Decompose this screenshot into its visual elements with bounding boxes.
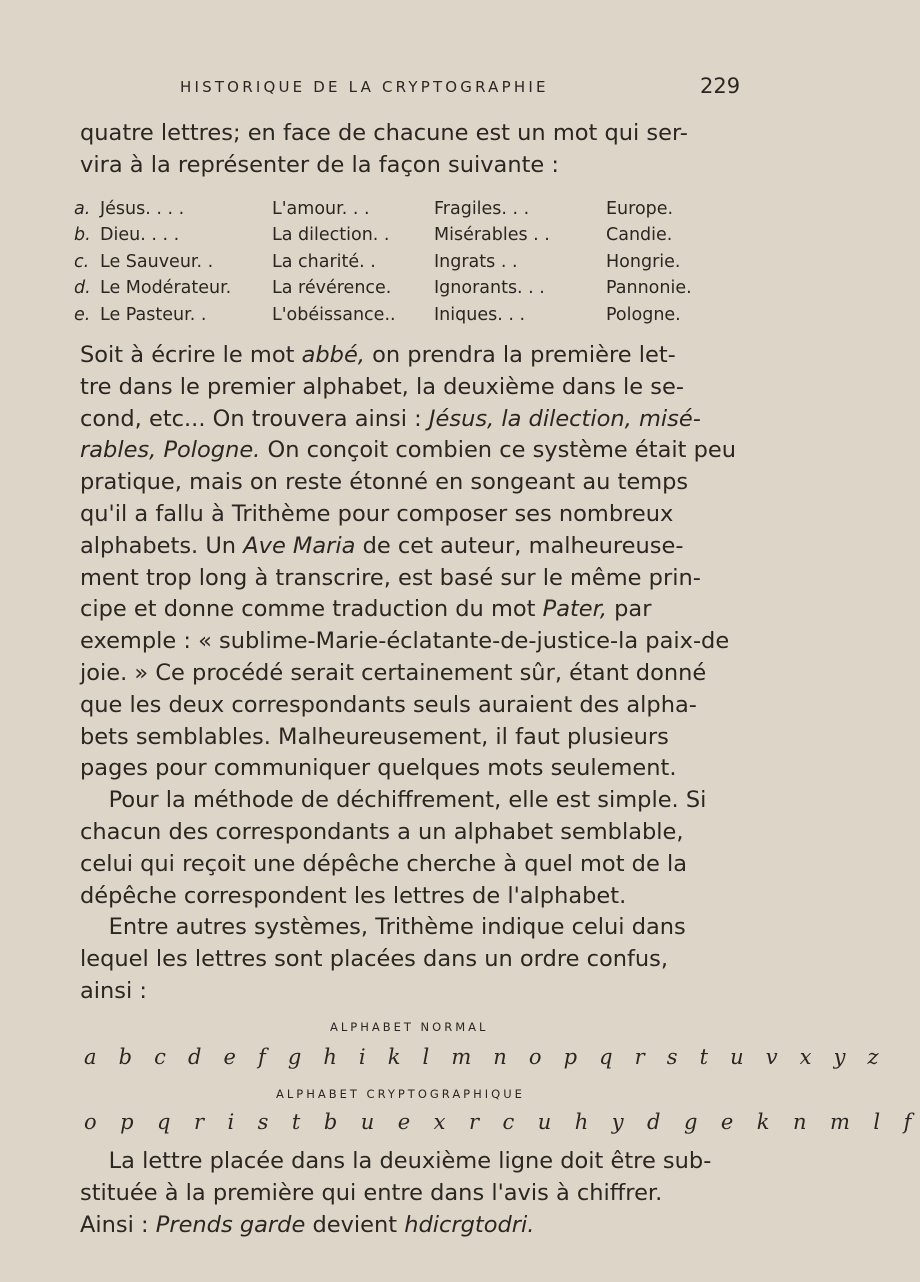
table-cell: Ignorants. . . [434,278,545,299]
text-line: pratique, mais on reste étonné en songeant au temps [80,469,689,496]
normal-alphabet: a b c d e f g h i k l m n o p q r s t u v x y z [84,1045,887,1069]
text-line: joie. » Ce procédé serait certainement sûr, étant donné [80,659,707,686]
table-cell: La révérence. [272,278,392,299]
crypto-alphabet: o p q r i s t b u e x r c u h y d g e k n m l f [84,1110,920,1134]
row-letter: b. [74,225,91,246]
table-cell: Le Pasteur. . [100,304,207,325]
table-cell: Le Sauveur. . [100,251,214,272]
table-cell: L'amour. . . [272,199,370,219]
text-line: qu'il a fallu à Trithème pour composer ses nombreux [80,500,674,527]
text-line: Pour la méthode de déchiffrement, elle est simple. Si [80,787,707,814]
crypto-alphabet-label: ALPHABET CRYPTOGRAPHIQUE [276,1087,525,1101]
row-letter: c. [74,251,90,272]
row-letter: a. [74,199,91,219]
text-line: pages pour communiquer quelques mots seulement. [80,755,677,782]
table-cell: Fragiles. . . [434,199,530,219]
table-cell: Le Modérateur. [100,278,232,299]
paragraph-final [80,1146,760,1241]
table-cell: Misérables . . [434,225,550,246]
running-title: HISTORIQUE DE LA CRYPTOGRAPHIE [180,78,549,96]
table-cell: Dieu. . . . [100,225,180,246]
row-letter: d. [74,278,91,299]
table-cell: Candie. [606,225,673,246]
paragraph-intro [80,118,760,182]
table-cell: Ingrats . . [434,251,518,272]
text-line: que les deux correspondants seuls auraient des alpha- [80,691,697,718]
text-line: ainsi : [80,977,148,1004]
text-line: La lettre placée dans la deuxième ligne doit être sub- [80,1148,712,1174]
table-row [74,196,724,222]
text-line: bets semblables. Malheureusement, il faut plusieurs [80,723,669,750]
text-line: tre dans le premier alphabet, la deuxième dans le se- [80,373,684,400]
text-line: cond, etc... On trouvera ainsi : Jésus, la dilection, misé- [80,405,701,432]
table-cell: La charité. . [272,251,376,272]
text-line: ment trop long à transcrire, est basé sur le même prin- [80,564,701,591]
text-line: lequel les lettres sont placées dans un ordre confus, [80,946,669,973]
page-number: 229 [700,74,741,98]
table-cell: Europe. [606,199,674,219]
table-row [74,302,724,328]
text-line: Soit à écrire le mot abbé, on prendra la première let- [80,342,676,368]
text-line: celui qui reçoit une dépêche cherche à quel mot de la [80,850,687,877]
emphasis: rables, Pologne. [80,437,261,464]
table-row [74,249,724,275]
text-line: vira à la représenter de la façon suivante : [80,151,559,178]
table-cell: L'obéissance.. [272,304,396,325]
emphasis: abbé, [301,342,365,368]
table-cell: Iniques. . . [434,304,526,325]
text-line: quatre lettres; en face de chacune est un mot qui ser- [80,120,688,146]
normal-alphabet-label: ALPHABET NORMAL [330,1020,489,1034]
text-line: exemple : « sublime-Marie-éclatante-de-justice-la paix-de [80,628,730,655]
table-row [74,275,724,301]
table-cell: Pannonie. [606,278,692,299]
text-line: chacun des correspondants a un alphabet semblable, [80,818,684,845]
emphasis: Pater, [542,596,607,623]
text-line: cipe et donne comme traduction du mot Pater, par [80,596,652,623]
table-row [74,222,724,248]
emphasis: hdicrgtodri. [404,1211,535,1238]
row-letter: e. [74,304,91,325]
table-cell: Pologne. [606,304,681,325]
table-cell: Jésus. . . . [100,199,185,219]
emphasis: Jésus, la dilection, misé- [428,405,701,432]
text-line: alphabets. Un Ave Maria de cet auteur, malheureuse- [80,532,684,559]
table-cell: Hongrie. [606,251,681,272]
text-line: Ainsi : Prends garde devient hdicrgtodri. [80,1211,535,1238]
text-line: rables, Pologne. On conçoit combien ce système était peu [80,437,736,464]
text-line: stituée à la première qui entre dans l'avis à chiffrer. [80,1179,663,1206]
paragraph-main [80,340,760,1008]
emphasis: Ave Maria [243,532,356,559]
text-line: dépêche correspondent les lettres de l'alphabet. [80,882,627,909]
correspondence-table [74,196,724,328]
emphasis: Prends garde [155,1211,306,1238]
text-line: Entre autres systèmes, Trithème indique celui dans [80,914,686,941]
table-cell: La dilection. . [272,225,390,246]
